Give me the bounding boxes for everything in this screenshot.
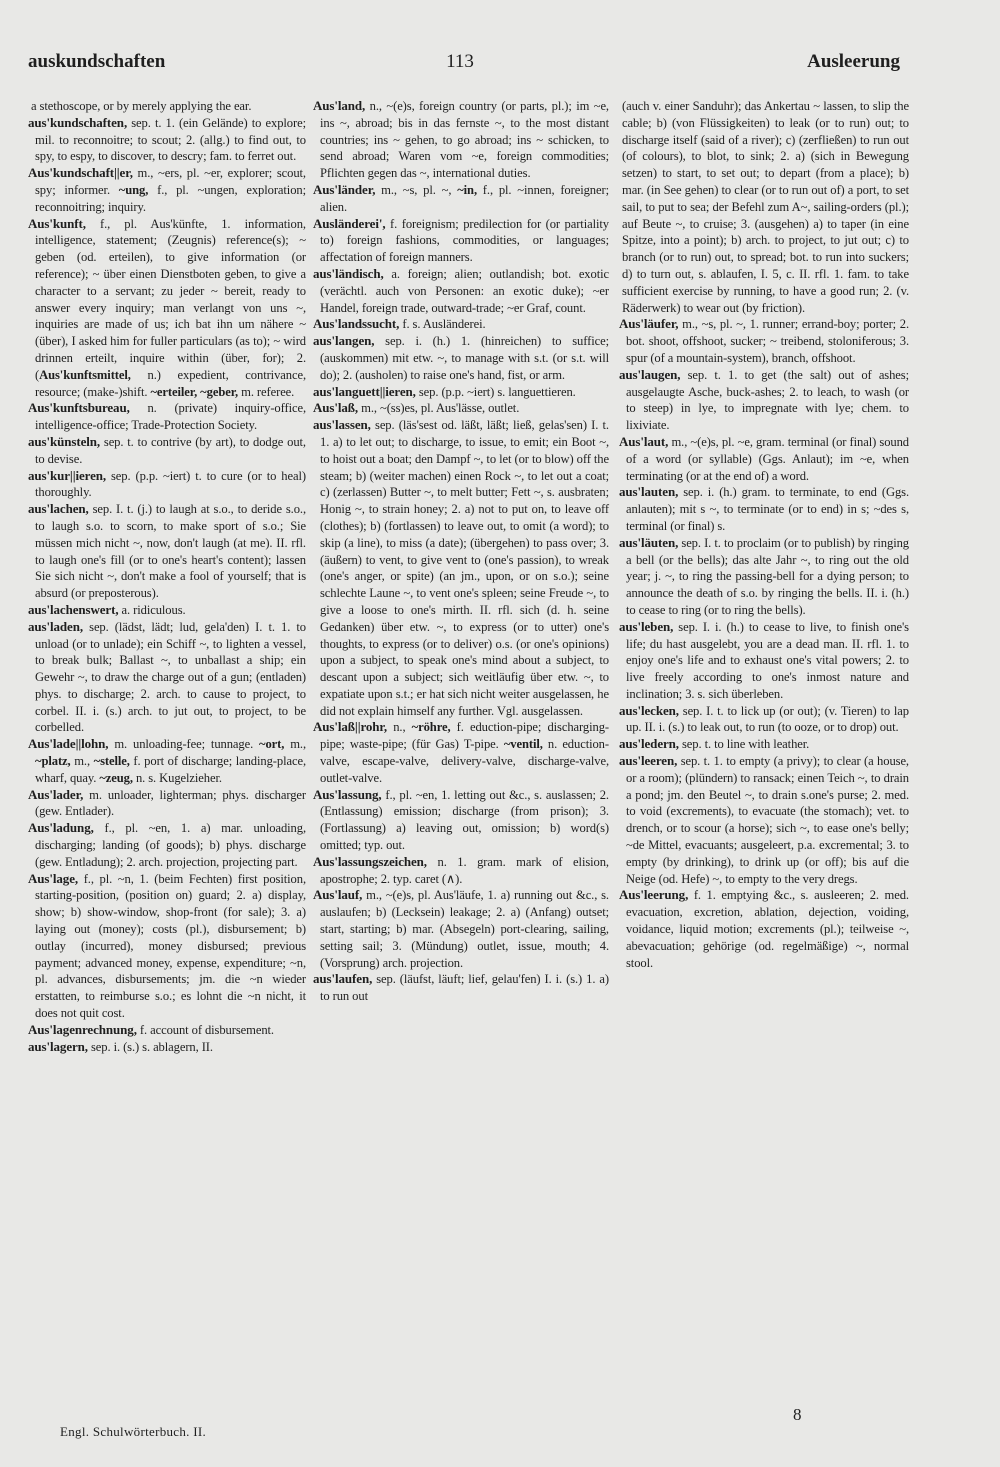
entry-text: sep. t. to contrive (by art), to dodge out, to devise. (35, 434, 306, 466)
dictionary-entry (313, 719, 609, 786)
subheadword: ~in, (457, 182, 477, 197)
subheadword: ~zeug, (99, 770, 133, 785)
entry-text: a. foreign; alien; outlandish; bot. exotic (verächtl. auch von Personen: an exotic duke); ~er Handel, foreign trade, outward-trade; ~er Graf, count. (320, 266, 609, 315)
dictionary-entry (28, 602, 306, 619)
entry-text: sep. i. (s.) s. ablagern, II. (91, 1039, 213, 1054)
dictionary-entry (28, 501, 306, 602)
subheadword: ~erteiler, ~geber, (150, 384, 239, 399)
subheadword: ~ort, (259, 737, 285, 752)
entry-text: f., pl. ~en, 1. letting out &c., s. auslassen; 2. (Entlassung) emission; discharge (from prison); 3. (Fortlassung) a) leaving out, omission; b) word(s) omitted; typ. out. (320, 787, 609, 853)
dictionary-entry (28, 468, 306, 502)
headword: Aus'laß, (313, 400, 359, 416)
headword: aus'künsteln, (28, 433, 101, 449)
subheadword: ~ung, (118, 182, 149, 197)
entry-text: sep. (läufst, läuft; lief, gelau'fen) I. i. (s.) 1. a) to run out (320, 972, 609, 1004)
headword: aus'kur||ieren, (28, 467, 107, 483)
dictionary-entry (28, 1022, 306, 1039)
headword: Aus'laß||rohr, (313, 719, 388, 735)
column-1 (28, 98, 306, 1055)
headword: aus'lagern, (28, 1038, 88, 1054)
headword: Aus'landssucht, (313, 316, 400, 332)
dictionary-entry (619, 535, 909, 619)
entry-text: f. eduction-pipe; discharging-pipe; waste-pipe; (für Gas) T-pipe. (320, 720, 609, 752)
entry-text: f., pl. ~en, 1. a) mar. unloading, discharging; landing (of goods); b) phys. discharge (gew. Entladung); 2. arch. projection, projecting part. (35, 821, 306, 869)
dictionary-entry (28, 115, 306, 165)
dictionary-entry (28, 820, 306, 870)
entry-text: m., ~s, pl. ~, (381, 182, 458, 197)
entry-text: n., (393, 720, 412, 735)
signature-number: 8 (793, 1405, 802, 1424)
dictionary-entry (619, 316, 909, 366)
entry-text: f., pl. ~n, 1. (beim Fechten) first position, starting-position, (position on) guard; 2. a) display, show; b) show-window, shop-front (for sale); 3. a) laying out (money); costs (pl.), disbursement; b) outlay (incurred), money disbursed; previous payment; advanced money, expense, expenditure; ~n, pl. advances, disbursements; jm. die ~n wieder erstatten, to reimburse s.o.; es lohnt die ~n nicht, it does not quit cost. (35, 871, 306, 1021)
entry-text: sep. I. t. to lick up (or out); (v. Tieren) to lap up. II. i. (s.) to leak out, to run (to ooze, or to drop) out. (626, 703, 909, 735)
entry-text: sep. I. t. to proclaim (or to publish) by ringing a bell (or the bells); das alte Jahr ~, to ring out the old year; j. ~, to ring the passing-bell for a dying person; to announce the death of s.o. by ringing the bells. II. i. (h.) to cease to ring (or to ring the bells). (626, 535, 909, 617)
dictionary-entry (28, 98, 306, 115)
headword: aus'lachenswert, (28, 601, 119, 617)
dictionary-entry (619, 736, 909, 753)
dictionary-entry (619, 753, 909, 887)
headword: Aus'lassungszeichen, (313, 853, 427, 869)
headword: Aus'kunftsbureau, (28, 400, 130, 416)
entry-text: n. eduction-valve, escape-valve, delivery-valve, discharge-valve, outlet-valve. (320, 737, 609, 785)
headword: Aus'laut, (619, 433, 669, 449)
headword: aus'laden, (28, 618, 83, 634)
headword: aus'ländisch, (313, 265, 384, 281)
dictionary-entry (28, 787, 306, 821)
entry-text: m. unloader, lighterman; phys. discharger (gew. Entlader). (35, 787, 306, 819)
column-3 (619, 98, 909, 971)
dictionary-entry (313, 787, 609, 854)
running-head-right: Ausleerung (807, 51, 900, 72)
dictionary-entry (28, 1039, 306, 1056)
dictionary-entry (313, 971, 609, 1005)
entry-text: sep. t. 1. (ein Gelände) to explore; mil. to reconnoitre; to scout; 2. (allg.) to find out, to spy, to espy, to discover, to descry; fam. to ferret out. (35, 115, 306, 164)
dictionary-entry (619, 98, 909, 316)
dictionary-entry (28, 400, 306, 434)
headword: Ausländerei', (313, 215, 386, 231)
dictionary-entry (28, 871, 306, 1022)
running-head-left: auskundschaften (28, 51, 166, 72)
headword: Aus'kunft, (28, 215, 86, 231)
entry-text: sep. t. 1. to empty (a privy); to clear (a house, or a room); (plündern) to ransack; einen Teich ~, to drain a pond; jm. den Beutel ~, to drain s.one's purse; 2. med. to void (excrements), to evacuate (the stomach); vet. to drench, or to scour (a horse); sich ~, to ease one's belly; ~de Mittel, evacuants; ausgeleert, p.a. excremental; 3. to empty (by drinking), to drink up (or off); bis auf die Neige (od. Hefe) ~, to empty to the very dregs. (626, 754, 909, 886)
subheadword: ~ventil, (503, 737, 543, 752)
entry-text: f., pl. ~innen, foreigner; alien. (320, 182, 609, 214)
entry-text: (auch v. einer Sanduhr); das Ankertau ~ lassen, to slip the cable; b) (von Flüssigkeiten) to leak (or to run) out; to discharge itself (said of a river); c) (zerfließen) to run out (of colours), to blot, to sink; 2. a) (sich in Bewegung setzen) to start, to set out; to depart (from a place); b) mar. (in See gehen) to clear (or to run out of) a port, to set sail, to put to sea; der Befehl zum A~, sailing-orders (pl.); auf Beute ~, to cruise; 3. (ausgehen) a) to taper (in eine Spitze, into a point); b) arch. to project, to jut out; c) to branch (or to run) out, to spread; bot. to run into suckers; d) to turn out, s. ablaufen, I. 5, c. II. rfl. 1. fam. to take sufficient exercise by running, to have a good run; 2. (v. Räderwerk) to wear out (by friction). (622, 99, 909, 315)
dictionary-entry (28, 216, 306, 401)
dictionary-entry (28, 434, 306, 468)
headword: Aus'länder, (313, 181, 376, 197)
subheadword: ~stelle, (93, 754, 130, 769)
page-number: 113 (446, 51, 474, 72)
dictionary-entry (313, 854, 609, 888)
entry-text: f. s. Ausländerei. (402, 317, 486, 332)
dictionary-entry (313, 887, 609, 971)
entry-text: a. ridiculous. (121, 602, 186, 617)
entry-text: sep. i. (h.) gram. to terminate, to end (Ggs. anlauten); mit s ~, to terminate (or to end) in s; ~des s, terminal (or final) s. (626, 485, 909, 533)
entry-text: m., ~(e)s, pl. ~e, gram. terminal (or final) sound of a word (or syllable) (Ggs. Anlaut); im ~e, when terminating (or at the end of) a word. (626, 434, 909, 483)
headword: Aus'leerung, (619, 887, 689, 903)
headword: Aus'lauf, (313, 887, 363, 903)
entry-text: sep. (p.p. ~iert) t. to cure (or to heal) thoroughly. (35, 468, 306, 500)
headword: aus'laugen, (619, 366, 681, 382)
entry-text: n., ~(e)s, foreign country (or parts, pl.); im ~e, ins ~, abroad; bis in das fernste ~, to the most distant countries; ins ~ gehen, to go abroad; ins ~ schicken, to send abroad; Waren vom ~e, foreign commodities; Pflichten gegen das ~, international duties. (320, 99, 609, 181)
dictionary-entry (28, 736, 306, 786)
headword: aus'lachen, (28, 501, 89, 517)
entry-text: sep. i. (h.) 1. (hinreichen) to suffice; (auskommen) mit etw. ~, to manage with s.t. (or s.t. will do); 2. (ausholen) to raise one's hand, fist, or arm. (320, 334, 609, 382)
entry-text: f. account of disbursement. (139, 1022, 274, 1037)
headword: aus'lecken, (619, 702, 679, 718)
subheadword: ~platz, (35, 754, 71, 769)
footer-title: Engl. Schulwörterbuch. II. (60, 1424, 207, 1439)
headword: Aus'lage, (28, 870, 79, 886)
headword: aus'langen, (313, 333, 375, 349)
headword: aus'lassen, (313, 417, 371, 433)
entry-text: n. (private) inquiry-office, intelligence-office; Trade-Protection Society. (35, 401, 306, 433)
headword: aus'läuten, (619, 534, 679, 550)
dictionary-entry (313, 417, 609, 719)
headword: Aus'ladung, (28, 820, 94, 836)
entry-text: m., (284, 737, 306, 752)
entry-text: sep. I. i. (h.) to cease to live, to finish one's life; du hast ausgelebt, you are a dead man. II. rfl. 1. to enjoy one's life and to exhaust one's vital powers; 2. to live freely according to one's inmost nature and inclination; 3. s. sich überleben. (626, 619, 909, 701)
dictionary-entry (619, 434, 909, 484)
entry-text: f. 1. emptying &c., s. ausleeren; 2. med. evacuation, excretion, ablation, dejection, voiding, voidance, liquid motion; excrements (pl.); teilweise ~, abevacuation; gehörige (od. regelmäßige) ~, normal stool. (626, 888, 909, 970)
entry-text: m. unloading-fee; tunnage. (114, 737, 260, 752)
entry-text: f., pl. Aus'künfte, 1. information, intelligence, statement; (Zeugnis) reference(s); ~ geben (od. erteilen), to give information (or reference); ~ über einen Dienstboten geben, to give a character to a servant; zu jeder ~ bereit, ready to answer every inquiry; man verlangt von uns ~, inquiries are made of us; ich bat ihn um nähere ~ (über), I asked him for fuller particulars (as to); ~ wird drinnen erteilt, inquire within (über, for); 2. ( (35, 216, 306, 382)
dictionary-entry (313, 182, 609, 216)
headword: Aus'land, (313, 98, 366, 113)
entry-text: sep. I. t. (j.) to laugh at s.o., to deride s.o., to laugh s.o. to scorn, to make sport of s.o.; Sie müssen mich nicht ~, now, don't laugh (at me). II. rfl. to laugh one's fill (or to one's heart's content); lassen Sie sich nicht ~, don't make a fool of yourself; that is absurd (or preposterous). (35, 502, 306, 601)
entry-text: sep. (lädst, lädt; lud, gela'den) I. t. 1. to unload (or to unlade); ein Schiff ~, to lighten a vessel, to break bulk; Ballast ~, to unballast a ship; ein Gewehr ~, to draw the charge out of a gun; (entladen) phys. to discharge; 2. arch. to cause to project, to corbel. II. i. (s.) arch. to jut out, to project, to be corbelled. (35, 619, 306, 735)
headword: aus'languett||ieren, (313, 383, 416, 399)
dictionary-entry (313, 266, 609, 316)
headword: Aus'lagenrechnung, (28, 1021, 137, 1037)
dictionary-entry (28, 165, 306, 215)
headword: Aus'lade||lohn, (28, 736, 109, 752)
entry-text: n. s. Kugelzieher. (132, 770, 222, 785)
dictionary-entry (313, 384, 609, 401)
entry-text: sep. (p.p. ~iert) s. languettieren. (418, 384, 576, 399)
headword: aus'leeren, (619, 753, 678, 769)
headword: Aus'kundschaft||er, (28, 165, 133, 181)
dictionary-entry (619, 703, 909, 737)
headword: Aus'lassung, (313, 786, 382, 802)
entry-text: m., ~ers, pl. ~er, explorer; scout, spy; informer. (35, 166, 306, 197)
entry-text: m., ~s, pl. ~, 1. runner; errand-boy; porter; 2. bot. shoot, offshoot, sucker; ~ treibend, stoloniferous; 3. spur (of a mountain-system), branch, offshoot. (626, 317, 909, 365)
dictionary-entry (619, 619, 909, 703)
dictionary-entry (313, 316, 609, 333)
entry-text: m., (70, 754, 94, 769)
entry-text: sep. t. to line with leather. (682, 737, 810, 752)
entry-text: a stethoscope, or by merely applying the ear. (31, 99, 252, 113)
dictionary-entry (28, 619, 306, 737)
dictionary-entry (313, 400, 609, 417)
dictionary-entry (313, 98, 609, 182)
subheadword: ~röhre, (411, 720, 451, 735)
entry-text: sep. t. 1. to get (the salt) out of ashes; ausgelaugte Asche, buck-ashes; 2. to leach, to wash (or to steep) in lye, to impregnate with lye; chem. to lixiviate. (626, 367, 909, 433)
subheadword: Aus'kunftsmittel, (39, 367, 131, 382)
dictionary-entry (619, 887, 909, 971)
headword: Aus'läufer, (619, 316, 679, 332)
dictionary-entry (619, 367, 909, 434)
entry-text: f., pl. ~ungen, exploration; reconnoitring; inquiry. (35, 182, 306, 214)
entry-text: m., ~(ss)es, pl. Aus'lässe, outlet. (361, 401, 520, 416)
headword: aus'laufen, (313, 971, 373, 987)
headword: aus'kundschaften, (28, 114, 128, 130)
headword: aus'ledern, (619, 736, 679, 752)
dictionary-entry (619, 484, 909, 534)
column-2 (313, 98, 609, 1005)
entry-text: n. 1. gram. mark of elision, apostrophe; 2. typ. caret (∧). (320, 854, 609, 886)
entry-text: m. referee. (238, 384, 295, 399)
entry-text: sep. (läs'sest od. läßt, läßt; ließ, gelas'sen) I. t. 1. a) to let out; to discharge, to issue, to emit; ein Boot ~, to hoist out a boat; den Dampf ~, to let (or to blow) off the steam; b) (weiter machen) einen Rock ~, to let out a coat; c) (zerlassen) Butter ~, to melt butter; Fett ~, s. ausbraten; Honig ~, to strain honey; 2. a) not to put on, to leave off (clothes); b) (fortlassen) to leave out, to omit (a word); to skip (a line), to miss (a date); (übergehen) to pass over; 3. (äußern) to vent, to give vent to (one's passion), to wreak (one's anger, or spite) (an jm., upon, or on s.o.); seine schlechte Laune ~, to vent one's spleen; seine Freude ~, to give a loose to one's mirth. II. rfl. sich (d. h. seine Gedanken) über etw. ~, to express (or to utter) one's thoughts, to express (or to deliver) o.s. (or one's opinions) upon a subject, to speak one's mind about a subject, to descant upon a subject; sich weitläufig über etw. ~, to expatiate upon s.t.; er hat sich nicht weiter ausgelassen, he did not explain himself any further. Vgl. ausgelassen. (320, 418, 609, 718)
entry-text: f. foreignism; predilection for (or partiality to) foreign fashions, commodities, or languages; affectation of foreign manners. (320, 216, 609, 265)
dictionary-entry (313, 333, 609, 383)
entry-text: n.) expedient, contrivance, resource; (make-)shift. (35, 367, 306, 399)
entry-text: f. port of discharge; landing-place, wharf, quay. (35, 754, 307, 785)
headword: aus'leben, (619, 618, 674, 634)
dictionary-entry (313, 216, 609, 266)
headword: Aus'lader, (28, 786, 84, 802)
entry-text: m., ~(e)s, pl. Aus'läufe, 1. a) running out &c., s. auslaufen; b) (Lecksein) leakage; 2. a) (Anfang) outset; start, starting; b) mar. (Absegeln) port-clearing, sailing, setting sail; 3. (Mündung) outlet, issue, mouth; 4. (Vorsprung) arch. projection. (320, 888, 609, 970)
headword: aus'lauten, (619, 484, 679, 500)
